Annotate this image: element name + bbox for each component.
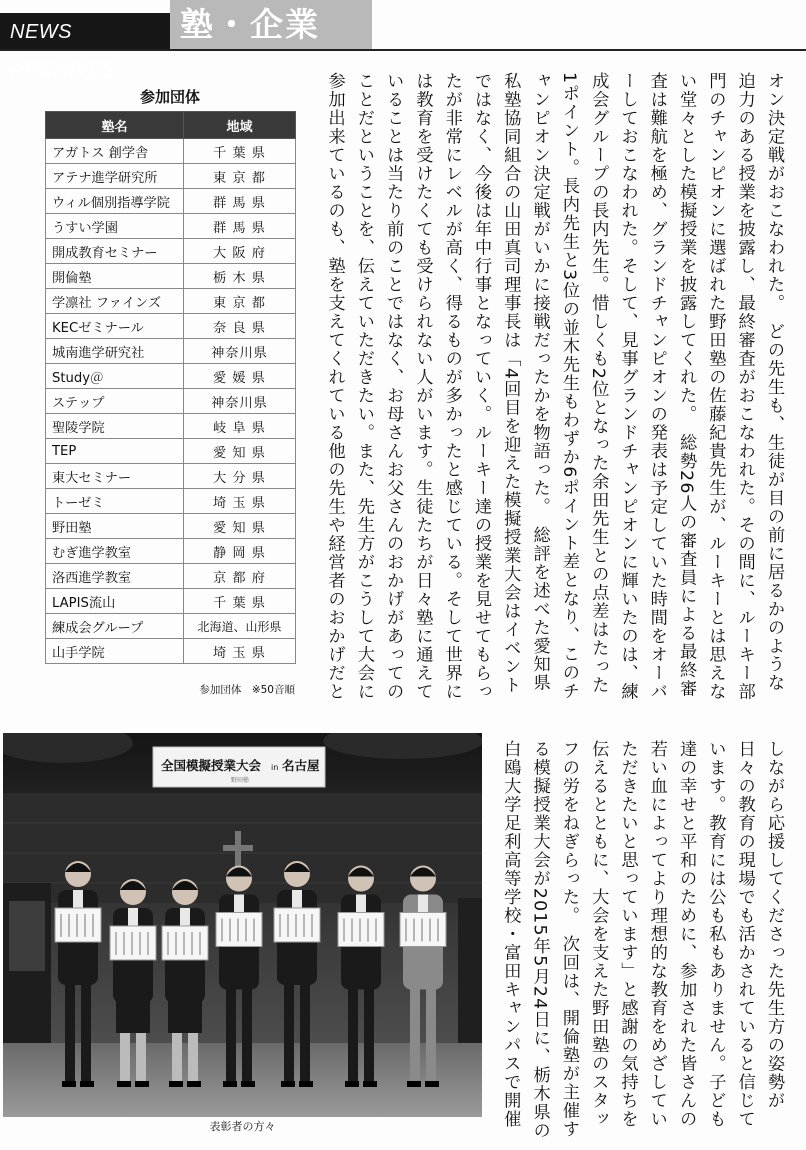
table-row [46, 639, 296, 664]
table-row [46, 539, 296, 564]
banner-in: in [271, 763, 279, 772]
region-cell: 千 葉 県 [184, 589, 296, 614]
school-name-cell: KECゼミナール [46, 314, 184, 339]
school-name-cell: ステップ [46, 389, 184, 414]
column-header-school: 塾名 [46, 112, 184, 139]
banner-sub: 野田塾 [231, 777, 250, 784]
school-name-cell: うすい学園 [46, 214, 184, 239]
school-name-cell: トーゼミ [46, 489, 184, 514]
awardee-shoe [135, 1081, 149, 1087]
awardee-leg [364, 985, 374, 1086]
awardee-shoe [407, 1081, 421, 1087]
region-cell: 岐 阜 県 [184, 414, 296, 439]
region-cell: 愛 媛 県 [184, 364, 296, 389]
school-name-cell: ウィル個別指導学院 [46, 189, 184, 214]
awardee-leg [242, 985, 252, 1086]
school-name-cell: 山手学院 [46, 639, 184, 664]
certificate [338, 913, 384, 947]
school-name-cell: Study＠ [46, 364, 184, 389]
region-cell: 埼 玉 県 [184, 639, 296, 664]
participants-title: 参加団体 [139, 88, 200, 106]
article-text-top: オン決定戦がおこなわれた。 どの先生も、生徒が目の前に居るかのような迫力のある授業を披露し、最終審査がおこなわれた。その間に、ルーキー部門のチャンピオンに選ばれた野田塾の佐藤紀貴先生が、ルーキーとは思えない堂々とした模擬授業を披露してくれた。 総勢26人の審査員による最終審査は難航を極め、グランドチャンピオンの発表は予定していた時間をオーバーしておこなわれた。そして、見事グランドチャンピオンに輝いたのは、練成会グループの長内先生。惜しくも2位となった余田先生との点差はたった1ポイント。長内先生と3位の並木先生もわずか6ポイント差となり、このチャンピオン決定戦がいかに接戦だったかを物語った。 総評を述べた愛知県私塾協同組合の山田真司理事長は「4回目を迎えた模擬授業大会はイベントではなく、今後は年中行事となっていく。ルーキー達の授業を見せてもらったが非常にレベルが高く、得るものが多かったと感じている。そして世界には教育を受けたくても受けられない人がいます。生徒たちが日々塾に通えていることは当たり前のことではなく、お母さんお父さんのおかげがあってのことだということを、伝えていただきたい。また、先生方がこうして大会に参加出来ているのも、塾を支えてくれている他の先生や経営者のおかげだと [324, 72, 784, 701]
table-header-row [46, 112, 296, 139]
awardee-leg [410, 985, 420, 1086]
region-cell: 神奈川県 [184, 389, 296, 414]
table-row [46, 389, 296, 414]
awardee-shoe [241, 1081, 255, 1087]
awardee-leg [65, 980, 75, 1085]
awardee-shoe [169, 1081, 183, 1087]
table-row [46, 339, 296, 364]
region-cell: 東 京 都 [184, 289, 296, 314]
table-row [46, 364, 296, 389]
category-title: 塾・企業 [170, 0, 372, 50]
region-cell: 大 阪 府 [184, 239, 296, 264]
awardee-shoe [281, 1081, 295, 1087]
region-cell: 栃 木 県 [184, 264, 296, 289]
region-cell: 神奈川県 [184, 339, 296, 364]
section-label: NEWS ARCHIVES [0, 13, 170, 51]
certificate [110, 926, 156, 960]
table-row [46, 414, 296, 439]
table-row [46, 464, 296, 489]
article-text-bottom: しながら応援してくださった先生方の姿勢が日々の教育の現場でも活かされていると信じています。教育には公も私もありません。子ども達の幸せと平和のために、参加された皆さんの若い血によってより理想的な教育をめざしていただきたいと思っています」と感謝の気持ちを伝えるとともに、大会を支えた野田塾のスタッフの労をねぎらった。 次回は、開倫塾が主催する模擬授業大会が2015年5月24日に、栃木県の白鴎大学足利高等学校・富田キャンパスで開催 [500, 740, 784, 1140]
awardee-shoe [345, 1081, 359, 1087]
awardee-leg [284, 980, 294, 1085]
table-row [46, 439, 296, 464]
region-cell: 愛 知 県 [184, 439, 296, 464]
table-row [46, 189, 296, 214]
award-photo [3, 733, 482, 1117]
banner-title: 全国模擬授業大会 [161, 758, 262, 773]
table-row [46, 314, 296, 339]
awardee-leg [226, 985, 236, 1086]
table-row [46, 514, 296, 539]
participants-table [45, 111, 296, 664]
awardee-leg [81, 980, 91, 1085]
awardee-shoe [62, 1081, 76, 1087]
region-cell: 奈 良 県 [184, 314, 296, 339]
region-cell: 北海道、山形県 [184, 614, 296, 639]
awardee-shoe [425, 1081, 439, 1087]
table-row [46, 489, 296, 514]
column-header-region: 地域 [184, 112, 296, 139]
certificate [162, 926, 208, 960]
region-cell: 群 馬 県 [184, 189, 296, 214]
region-cell: 東 京 都 [184, 164, 296, 189]
table-row [46, 239, 296, 264]
awardee-shoe [187, 1081, 201, 1087]
awardee-leg [426, 985, 436, 1086]
region-cell: 大 分 県 [184, 464, 296, 489]
table-row [46, 289, 296, 314]
region-cell: 埼 玉 県 [184, 489, 296, 514]
table-row [46, 564, 296, 589]
region-cell: 群 馬 県 [184, 214, 296, 239]
region-cell: 愛 知 県 [184, 514, 296, 539]
school-name-cell: 東大セミナー [46, 464, 184, 489]
school-name-cell: 野田塾 [46, 514, 184, 539]
awardee-shoe [223, 1081, 237, 1087]
awardee-shoe [117, 1081, 131, 1087]
school-name-cell: 学凛社 ファインズ [46, 289, 184, 314]
school-name-cell: 開倫塾 [46, 264, 184, 289]
school-name-cell: むぎ進学教室 [46, 539, 184, 564]
awardee-leg [348, 985, 358, 1086]
table-row [46, 589, 296, 614]
school-name-cell: 開成教育セミナー [46, 239, 184, 264]
table-row [46, 614, 296, 639]
school-name-cell: 練成会グループ [46, 614, 184, 639]
school-name-cell: アテナ進学研究所 [46, 164, 184, 189]
award-photo-image [3, 733, 482, 1117]
region-cell: 京 都 府 [184, 564, 296, 589]
banner-city: 名古屋 [282, 758, 320, 773]
certificate [274, 908, 320, 942]
school-name-cell: 城南進学研究社 [46, 339, 184, 364]
awardee-shoe [80, 1081, 94, 1087]
certificate [400, 913, 446, 947]
header-rule [0, 49, 806, 51]
certificate [55, 908, 101, 942]
awardee-shoe [299, 1081, 313, 1087]
school-name-cell: アガトス 創学舎 [46, 139, 184, 164]
school-name-cell: 聖陵学院 [46, 414, 184, 439]
table-row [46, 264, 296, 289]
region-cell: 静 岡 県 [184, 539, 296, 564]
participants-note: 参加団体 ※50音順 [199, 684, 295, 696]
region-cell: 千 葉 県 [184, 139, 296, 164]
school-name-cell: 洛西進学教室 [46, 564, 184, 589]
table-row [46, 214, 296, 239]
table-row [46, 139, 296, 164]
table-row [46, 164, 296, 189]
school-name-cell: LAPIS流山 [46, 589, 184, 614]
photo-caption: 表彰者の方々 [209, 1120, 276, 1133]
certificate [216, 913, 262, 947]
awardee-leg [300, 980, 310, 1085]
awardee-shoe [363, 1081, 377, 1087]
school-name-cell: TEP [46, 439, 184, 464]
